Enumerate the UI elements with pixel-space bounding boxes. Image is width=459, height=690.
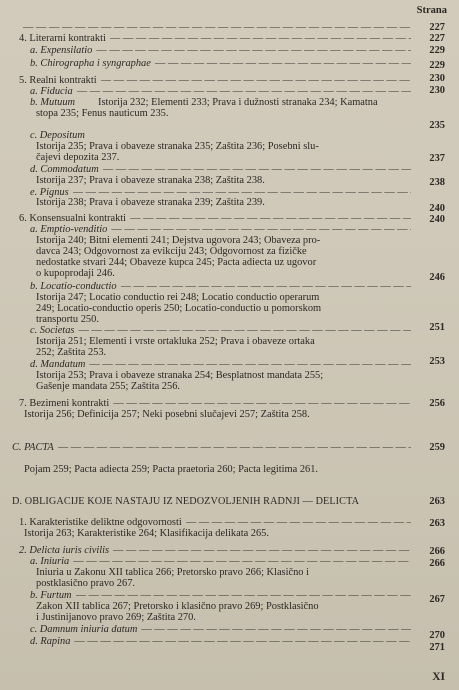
toc-entry: 5. Realni kontrakti — — — [19,75,415,86]
page-ref: 263 [429,518,445,529]
toc-entry: e. Pignus — — — [30,187,415,198]
page-ref: 270 [429,630,445,641]
toc-entry: 2. Delicta iuris civilis — — — [19,545,415,556]
entry-description: i Justinijanovo pravo 269; Zaštita 270. [36,612,196,623]
page-ref: 227 [429,22,445,33]
entry-description: davca 243; Odgovornost za evikciju 243; Odgovornost za fizičke [36,246,307,257]
entry-description: Istorija 240; Bitni elementi 241; Dejstva ugovora 243; Obaveza pro- [36,235,321,246]
page-ref: 235 [429,120,445,131]
page-ref: 238 [429,177,445,188]
entry-description: Istorija 263; Karakteristike 264; Klasifikacija delikata 265. [24,528,269,539]
toc-entry: 1. Karakteristike deliktne odgovornosti — — — [19,517,415,528]
toc-entry: a. Expensilatio — — — [30,45,415,56]
entry-description: 252; Zaštita 253. [36,347,107,358]
toc-entry: b. Chirographa i syngraphae — — — [30,58,415,69]
page-ref: 267 [429,594,445,605]
entry-description: postklasično pravo 267. [36,578,135,589]
page-ref: 240 [429,203,445,214]
entry-description: Istorija 232; Elementi 233; Prava i dužnosti stranaka 234; Kamatna [98,97,378,108]
toc-entry: 7. Bezimeni kontrakti — — — [19,398,415,409]
toc-entry: d. Commodatum — — — [30,164,415,175]
page-ref: 237 [429,153,445,164]
toc-entry: 4. Literarni kontrakti — — — [19,33,415,44]
toc-entry: b. Furtum — — — [30,590,415,601]
entry-description: Istorija 235; Prava i obaveze stranaka 235; Zaštita 236; Posebni slu- [36,141,319,152]
toc-entry: a. Iniuria — — — [30,556,415,567]
page-ref: 253 [429,356,445,367]
entry-description: Gašenje mandata 255; Zaštita 256. [36,381,180,392]
page-ref: 259 [429,442,445,453]
page-ref: 263 [429,496,445,507]
entry-description: nedostatke stvari 244; Obaveze kupca 245; Pacta adiecta uz ugovor [36,257,317,268]
page-ref: 266 [429,546,445,557]
toc-entry: b. Mutuum [30,97,76,108]
page-ref: 227 [429,33,445,44]
toc-entry: c. Depositum [30,130,85,141]
page-ref: 229 [429,60,445,71]
entry-description: stopa 235; Fenus nauticum 235. [36,108,169,119]
page-ref: 256 [429,398,445,409]
entry-description: 249; Locatio-conductio operis 250; Locatio-conductio u pomorskom [36,303,322,314]
page-ref: 230 [429,73,445,84]
toc-entry: c. Societas — — — [30,325,415,336]
entry-description: Istorija 251; Elementi i vrste ortakluka 252; Prava i obaveze ortaka [36,336,315,347]
page-ref: 266 [429,558,445,569]
entry-description: Istorija 256; Definicija 257; Neki posebni slučajevi 257; Zaštita 258. [24,409,310,420]
page-ref: 229 [429,45,445,56]
toc-entry: 6. Konsensualni kontrakti — — — [19,213,415,224]
toc-entry: d. Mandatum — — — [30,359,415,370]
page-number: XI [432,671,445,683]
page-ref: 240 [429,214,445,225]
entry-description: čajevi depozita 237. [36,152,120,163]
entry-description: o kupoprodaji 246. [36,268,115,279]
toc-entry: d. Rapina — — — [30,636,415,647]
entry-description: Istorija 238; Prava i obaveze stranaka 239; Zaštita 239. [36,197,265,208]
toc-section: D. OBLIGACIJE KOJE NASTAJU IZ NEDOZVOLJENIH RADNJI — DELICTA [12,496,360,507]
toc-entry: c. Damnum iniuria datum — — — [30,624,415,635]
entry-description: Iniuria u Zakonu XII tablica 266; Pretorsko pravo 266; Klasično i [36,567,309,578]
toc-section: C. PACTA — — — [12,442,415,453]
page-ref: 271 [429,642,445,653]
entry-description: Pojam 259; Pacta adiecta 259; Pacta praetoria 260; Pacta legitima 261. [24,464,319,475]
toc-entry: b. Locatio-conductio — — — [30,281,415,292]
toc-entry: a. Fiducia — — — [30,86,415,97]
toc-entry [19,22,415,33]
column-header: Strana [416,5,447,16]
page-ref: 251 [429,322,445,333]
page-ref: 246 [429,272,445,283]
entry-description: Istorija 247; Locatio conductio rei 248; Locatio conductio operarum [36,292,320,303]
toc-entry: a. Emptio-venditio — — — [30,224,415,235]
entry-description: transportu 250. [36,314,99,325]
entry-description: Istorija 237; Prava i obaveze stranaka 238; Zaštita 238. [36,175,265,186]
entry-description: Istorija 253; Prava i obaveze stranaka 254; Besplatnost mandata 255; [36,370,324,381]
entry-description: Zakon XII tablica 267; Pretorsko i klasično pravo 269; Postklasično [36,601,319,612]
page-ref: 230 [429,85,445,96]
